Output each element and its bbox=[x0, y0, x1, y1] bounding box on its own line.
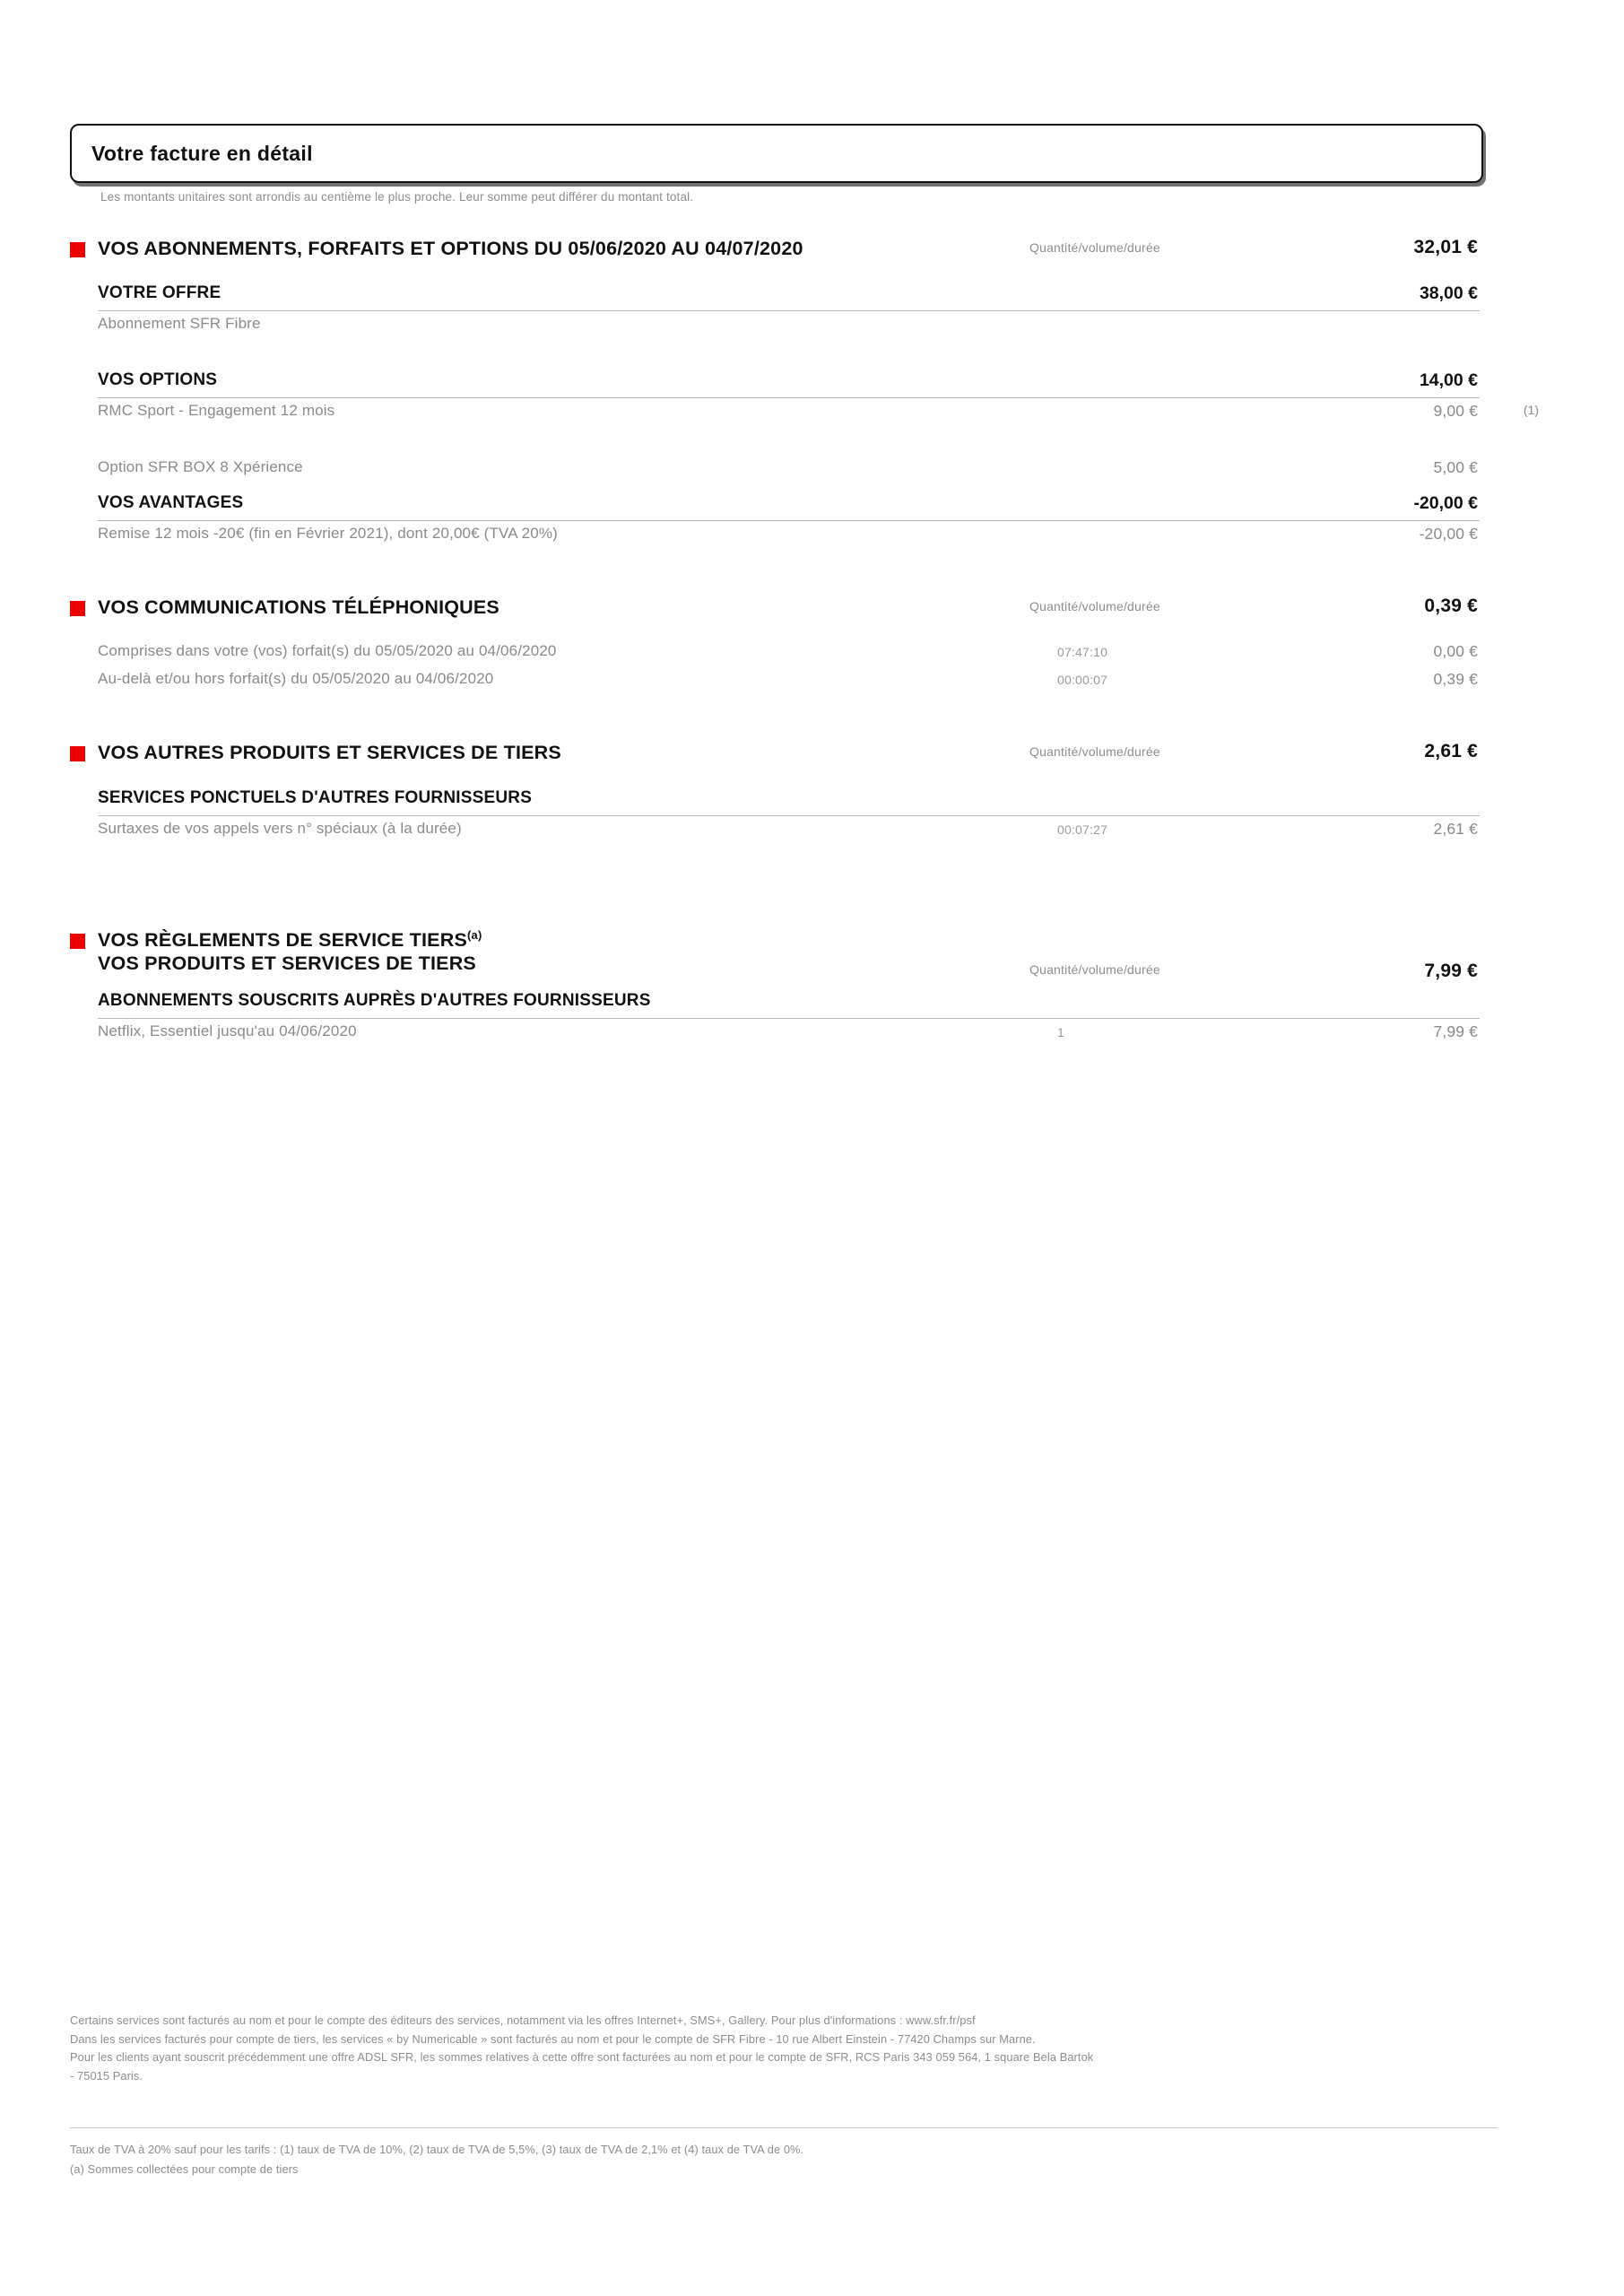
section-other-products-title: VOS AUTRES PRODUITS ET SERVICES DE TIERS bbox=[98, 742, 561, 764]
section-third-party-amount: 7,99 € bbox=[1424, 960, 1478, 981]
line-item-rmc-sport bbox=[70, 402, 1539, 421]
subsection-vos-options-amount: 14,00 € bbox=[1419, 370, 1478, 391]
section-other-products-amount: 2,61 € bbox=[1424, 741, 1478, 762]
line-item-amount: 9,00 € bbox=[1433, 402, 1478, 421]
line-item-netflix bbox=[70, 1022, 1498, 1041]
line-item-label: Abonnement SFR Fibre bbox=[98, 315, 261, 333]
subsection-vos-options-header bbox=[70, 370, 1498, 393]
subsection-services-ponctuels-header bbox=[70, 788, 1498, 811]
red-square-bullet-icon bbox=[70, 242, 85, 257]
line-item-qty: 1 bbox=[1057, 1024, 1064, 1039]
page-title-bar bbox=[70, 124, 1483, 183]
red-square-bullet-icon bbox=[70, 934, 85, 949]
section-subscriptions-qty-header: Quantité/volume/durée bbox=[1029, 240, 1160, 255]
divider bbox=[98, 815, 1480, 816]
line-item-label: Au-delà et/ou hors forfait(s) du 05/05/2020 au 04/06/2020 bbox=[98, 670, 494, 688]
section-subscriptions-title: VOS ABONNEMENTS, FORFAITS ET OPTIONS DU 05/06/2020 AU 04/07/2020 bbox=[98, 238, 803, 259]
line-item-label: RMC Sport - Engagement 12 mois bbox=[98, 402, 335, 420]
subsection-abonnements-autres-fournisseurs-title: ABONNEMENTS SOUSCRITS AUPRÈS D'AUTRES FOURNISSEURS bbox=[98, 990, 651, 1010]
section-third-party-footnote: (a) bbox=[467, 927, 482, 942]
subsection-votre-offre-amount: 38,00 € bbox=[1419, 283, 1478, 304]
line-item-label: Comprises dans votre (vos) forfait(s) du 05/05/2020 au 04/06/2020 bbox=[98, 642, 557, 660]
line-item-amount: 0,39 € bbox=[1433, 670, 1478, 689]
section-communications-amount: 0,39 € bbox=[1424, 596, 1478, 617]
line-item-label: Surtaxes de vos appels vers n° spéciaux (à la durée) bbox=[98, 819, 462, 837]
line-item-amount: 2,61 € bbox=[1433, 819, 1478, 838]
line-item-footnote: (1) bbox=[1523, 403, 1539, 418]
line-item-qty: 00:00:07 bbox=[1057, 673, 1108, 688]
section-subscriptions-header bbox=[70, 237, 1498, 260]
footer-third-party-note: (a) Sommes collectées pour compte de tiers bbox=[70, 2162, 299, 2176]
section-other-products-qty-header: Quantité/volume/durée bbox=[1029, 744, 1160, 760]
red-square-bullet-icon bbox=[70, 601, 85, 616]
line-item-amount: 5,00 € bbox=[1433, 458, 1478, 477]
line-item-remise-12-mois bbox=[70, 525, 1498, 544]
footer-legal-line-4: - 75015 Paris. bbox=[70, 2069, 143, 2083]
subsection-vos-avantages-title: VOS AVANTAGES bbox=[98, 493, 244, 513]
subsection-abonnements-autres-fournisseurs-header bbox=[70, 991, 1498, 1013]
section-third-party-title: VOS RÈGLEMENTS DE SERVICE TIERS bbox=[98, 928, 467, 951]
line-item-abonnement-sfr-fibre bbox=[70, 315, 1498, 333]
footer-legal-line-3: Pour les clients ayant souscrit précédemment une offre ADSL SFR, les sommes relatives à cette offre sont facturées au nom et pour le compte de SFR, RCS Paris 343 059 564, 1 square Bela Bartok bbox=[70, 2050, 1094, 2065]
line-item-comprises-forfait bbox=[70, 642, 1498, 661]
line-item-qty: 00:07:27 bbox=[1057, 822, 1108, 837]
subsection-vos-avantages-header bbox=[70, 493, 1498, 516]
rounding-disclaimer: Les montants unitaires sont arrondis au centième le plus proche. Leur somme peut différer du montant total. bbox=[100, 190, 694, 204]
divider bbox=[98, 520, 1480, 521]
section-third-party-header bbox=[70, 928, 1498, 982]
line-item-amount: 0,00 € bbox=[1433, 642, 1478, 661]
section-communications-title: VOS COMMUNICATIONS TÉLÉPHONIQUES bbox=[98, 596, 499, 619]
subsection-services-ponctuels-title: SERVICES PONCTUELS D'AUTRES FOURNISSEURS bbox=[98, 787, 533, 807]
section-third-party-qty-header: Quantité/volume/durée bbox=[1029, 961, 1160, 977]
footer-tva-rates: Taux de TVA à 20% sauf pour les tarifs : (1) taux de TVA de 10%, (2) taux de TVA de 5,5%, (3) taux de TVA de 2,1% et (4) taux de TVA de 0%. bbox=[70, 2143, 804, 2156]
subsection-votre-offre-title: VOTRE OFFRE bbox=[98, 283, 221, 303]
subsection-vos-options-title: VOS OPTIONS bbox=[98, 370, 218, 390]
section-other-products-header bbox=[70, 741, 1498, 764]
divider bbox=[98, 310, 1480, 311]
divider bbox=[98, 1018, 1480, 1019]
section-communications-qty-header: Quantité/volume/durée bbox=[1029, 599, 1160, 614]
line-item-surtaxes-numeros-speciaux bbox=[70, 820, 1498, 839]
section-communications-header bbox=[70, 596, 1498, 619]
footer-legal-line-2: Dans les services facturés pour compte de tiers, les services « by Numericable » sont facturés au nom et pour le compte de SFR Fibre - 10 rue Albert Einstein - 77420 Champs sur Marne. bbox=[70, 2031, 1036, 2046]
section-subscriptions-amount: 32,01 € bbox=[1413, 237, 1478, 257]
divider bbox=[98, 397, 1480, 398]
footer-divider bbox=[70, 2127, 1498, 2128]
page-title: Votre facture en détail bbox=[91, 141, 313, 165]
line-item-amount: -20,00 € bbox=[1419, 525, 1478, 544]
line-item-qty: 07:47:10 bbox=[1057, 645, 1108, 660]
section-third-party-title-group bbox=[98, 928, 482, 976]
footer-legal-line-1: Certains services sont facturés au nom et pour le compte des éditeurs des services, notamment via les offres Internet+, SMS+, Gallery. Pour plus d'informations : www.sfr.fr/psf bbox=[70, 2013, 976, 2027]
subsection-votre-offre-header bbox=[70, 283, 1498, 306]
line-item-option-sfr-box-8 bbox=[70, 458, 1498, 477]
invoice-detail-table bbox=[70, 237, 1539, 1041]
line-item-label: Netflix, Essentiel jusqu'au 04/06/2020 bbox=[98, 1022, 357, 1039]
subsection-vos-avantages-amount: -20,00 € bbox=[1413, 493, 1478, 514]
line-item-label: Option SFR BOX 8 Xpérience bbox=[98, 458, 303, 476]
section-third-party-subtitle: VOS PRODUITS ET SERVICES DE TIERS bbox=[98, 952, 476, 975]
line-item-label: Remise 12 mois -20€ (fin en Février 2021), dont 20,00€ (TVA 20%) bbox=[98, 525, 558, 543]
line-item-hors-forfait bbox=[70, 670, 1498, 689]
line-item-amount: 7,99 € bbox=[1433, 1022, 1478, 1040]
footer-tva-notes bbox=[70, 2140, 1505, 2179]
red-square-bullet-icon bbox=[70, 746, 85, 761]
footer-legal-text bbox=[70, 2012, 1505, 2086]
